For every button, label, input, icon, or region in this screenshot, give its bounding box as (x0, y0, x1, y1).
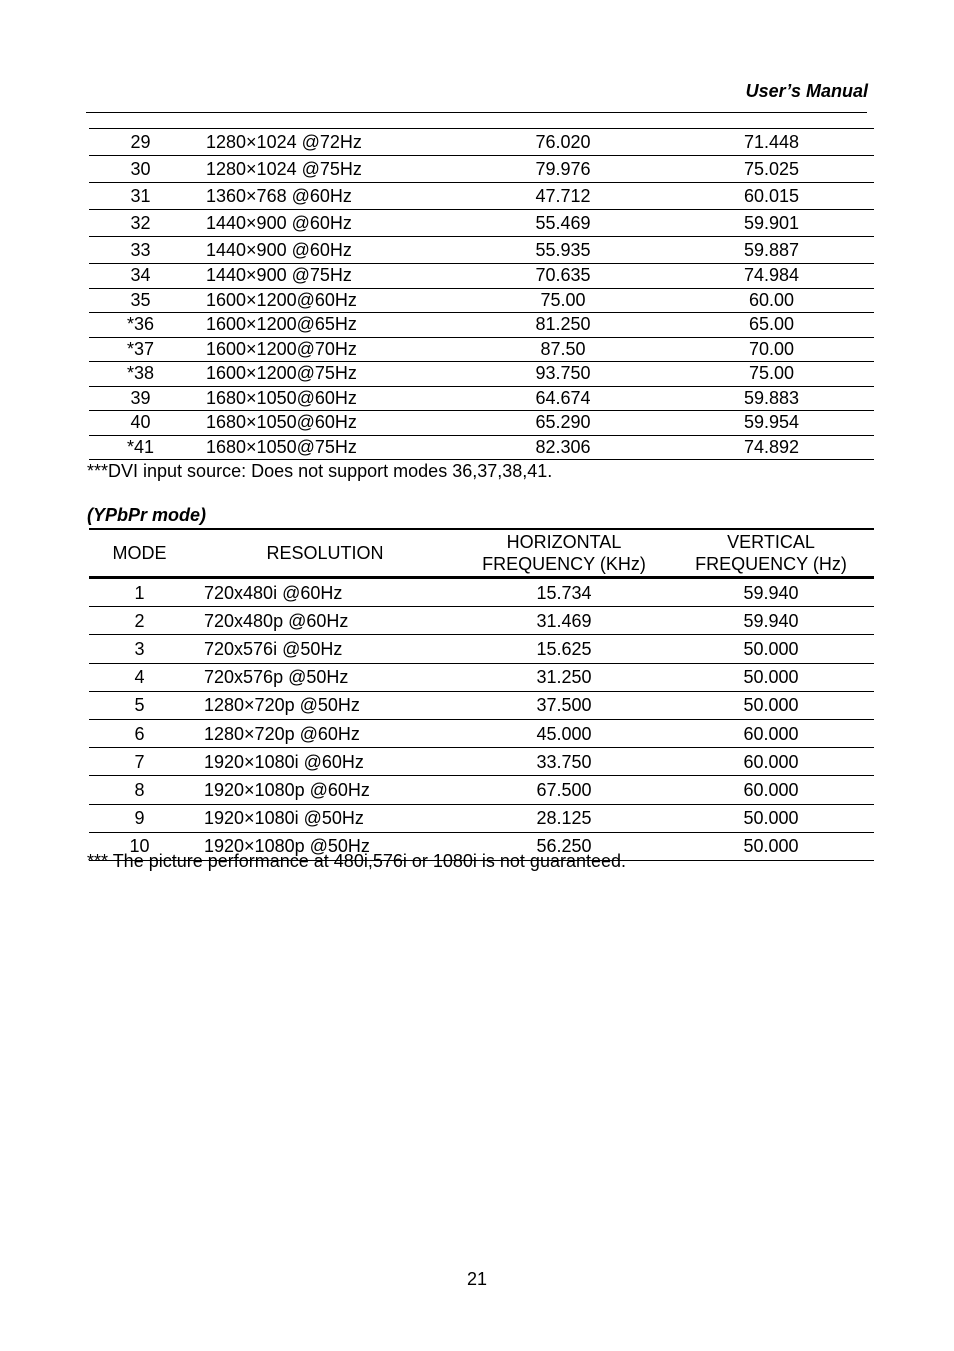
cell-vertical-frequency: 59.887 (743, 239, 800, 260)
table-row (89, 129, 874, 156)
cell-horizontal-frequency: 31.469 (536, 610, 592, 631)
cell-horizontal-frequency: 75.00 (540, 289, 586, 310)
cell-mode: 9 (134, 808, 145, 829)
cell-resolution: 1280×1024 @72Hz (206, 131, 362, 152)
cell-horizontal-frequency: 93.750 (535, 363, 591, 384)
cell-mode: 33 (130, 239, 151, 260)
cell-mode: 40 (130, 412, 151, 433)
cell-vertical-frequency: 50.000 (743, 695, 799, 716)
cell-horizontal-frequency: 31.250 (536, 667, 592, 688)
cell-mode: 5 (134, 695, 145, 716)
timing-mode-rows (89, 129, 874, 460)
cell-vertical-frequency: 74.984 (743, 265, 800, 286)
cell-horizontal-frequency: 28.125 (536, 808, 592, 829)
header-divider (86, 112, 867, 113)
cell-horizontal-frequency: 15.734 (536, 582, 592, 603)
cell-mode: 2 (134, 610, 145, 631)
header-mode: MODE (112, 543, 167, 563)
page-header-title: User’s Manual (745, 81, 868, 101)
header-vertical-line1: VERTICAL (727, 532, 815, 552)
cell-horizontal-frequency: 67.500 (536, 779, 592, 800)
cell-mode: 3 (134, 638, 145, 659)
table-row (89, 210, 874, 237)
cell-horizontal-frequency: 33.750 (536, 751, 592, 772)
cell-resolution: 1280×720p @60Hz (204, 723, 360, 744)
cell-vertical-frequency: 65.00 (748, 314, 795, 335)
table-row (89, 635, 874, 663)
cell-horizontal-frequency: 47.712 (535, 185, 591, 206)
cell-vertical-frequency: 50.000 (743, 836, 799, 857)
cell-vertical-frequency: 60.015 (743, 185, 800, 206)
cell-resolution: 1440×900 @60Hz (206, 239, 352, 260)
cell-horizontal-frequency: 81.250 (535, 314, 591, 335)
cell-horizontal-frequency: 76.020 (535, 131, 591, 152)
cell-resolution: 1440×900 @60Hz (206, 212, 352, 233)
table-row (89, 663, 874, 691)
cell-mode: 29 (130, 131, 151, 152)
cell-vertical-frequency: 75.00 (748, 363, 795, 384)
cell-horizontal-frequency: 37.500 (536, 695, 592, 716)
cell-vertical-frequency: 50.000 (743, 638, 799, 659)
table-row (89, 776, 874, 804)
cell-resolution: 720x480i @60Hz (204, 582, 343, 603)
table-row (89, 411, 874, 436)
table-row (89, 386, 874, 411)
table-row (89, 804, 874, 832)
cell-resolution: 1360×768 @60Hz (206, 185, 352, 206)
dvi-footnote: ***DVI input source: Does not support modes 36,37,38,41. (87, 461, 553, 481)
cell-vertical-frequency: 59.940 (743, 610, 799, 631)
cell-resolution: 1680×1050@60Hz (206, 387, 357, 408)
cell-vertical-frequency: 59.940 (743, 582, 799, 603)
cell-vertical-frequency: 60.00 (748, 289, 795, 310)
cell-vertical-frequency: 70.00 (748, 338, 795, 359)
table-row (89, 183, 874, 210)
table-row (89, 237, 874, 264)
cell-mode: 7 (134, 751, 145, 772)
cell-resolution: 1680×1050@60Hz (206, 412, 357, 433)
cell-mode: *38 (126, 363, 155, 384)
cell-mode: 6 (134, 723, 145, 744)
cell-resolution: 1680×1050@75Hz (206, 436, 357, 457)
cell-vertical-frequency: 50.000 (743, 808, 799, 829)
cell-mode: 39 (130, 387, 151, 408)
cell-horizontal-frequency: 55.935 (535, 239, 591, 260)
cell-mode: *36 (126, 314, 155, 335)
cell-horizontal-frequency: 55.469 (535, 212, 591, 233)
table-row (89, 719, 874, 747)
cell-resolution: 720x576i @50Hz (204, 638, 343, 659)
cell-resolution: 1920×1080p @60Hz (204, 779, 370, 800)
cell-mode: 32 (130, 212, 151, 233)
header-resolution: RESOLUTION (266, 543, 384, 563)
cell-resolution: 1600×1200@75Hz (206, 363, 357, 384)
interlace-footnote: *** The picture performance at 480i,576i or 1080i is not guaranteed. (87, 851, 627, 871)
cell-resolution: 1920×1080i @50Hz (204, 808, 364, 829)
table-row (89, 748, 874, 776)
cell-vertical-frequency: 71.448 (743, 131, 800, 152)
cell-mode: 34 (130, 265, 151, 286)
cell-resolution: 1600×1200@60Hz (206, 289, 357, 310)
cell-resolution: 1920×1080i @60Hz (204, 751, 364, 772)
cell-mode: 35 (130, 289, 151, 310)
header-horizontal-frequency (460, 529, 668, 578)
cell-horizontal-frequency: 64.674 (535, 387, 591, 408)
cell-mode: 8 (134, 779, 145, 800)
table-row (89, 607, 874, 635)
cell-vertical-frequency: 60.000 (743, 779, 799, 800)
cell-resolution: 720x480p @60Hz (204, 610, 349, 631)
cell-vertical-frequency: 50.000 (743, 667, 799, 688)
cell-mode: 4 (134, 667, 145, 688)
cell-horizontal-frequency: 79.976 (535, 158, 591, 179)
cell-horizontal-frequency: 15.625 (536, 638, 592, 659)
cell-vertical-frequency: 59.901 (743, 212, 800, 233)
cell-resolution: 1600×1200@70Hz (206, 338, 357, 359)
cell-vertical-frequency: 60.000 (743, 751, 799, 772)
cell-horizontal-frequency: 56.250 (536, 836, 592, 857)
cell-resolution: 720x576p @50Hz (204, 667, 349, 688)
header-horizontal-line1: HORIZONTAL (506, 532, 622, 552)
ypbpr-header-row (89, 529, 874, 578)
cell-mode: 10 (129, 836, 150, 857)
cell-mode: *41 (126, 436, 155, 457)
ypbpr-mode-table (89, 528, 874, 861)
cell-horizontal-frequency: 45.000 (536, 723, 592, 744)
cell-mode: *37 (126, 338, 155, 359)
table-row (89, 313, 874, 338)
table-row (89, 578, 874, 607)
table-row (89, 691, 874, 719)
header-horizontal-line2: FREQUENCY (KHz) (482, 554, 646, 574)
cell-resolution: 1440×900 @75Hz (206, 265, 352, 286)
cell-resolution: 1600×1200@65Hz (206, 314, 357, 335)
cell-horizontal-frequency: 70.635 (535, 265, 591, 286)
cell-vertical-frequency: 75.025 (743, 158, 800, 179)
timing-mode-table-continued (89, 128, 874, 460)
header-vertical-frequency (668, 529, 874, 578)
cell-mode: 31 (130, 185, 151, 206)
ypbpr-mode-rows (89, 578, 874, 861)
table-row (89, 337, 874, 362)
cell-vertical-frequency: 59.883 (743, 387, 800, 408)
cell-vertical-frequency: 59.954 (743, 412, 800, 433)
table-row (89, 264, 874, 289)
cell-mode: 1 (134, 582, 145, 603)
table-row (89, 362, 874, 387)
cell-resolution: 1920×1080p @50Hz (204, 836, 370, 857)
table-row (89, 435, 874, 460)
cell-mode: 30 (130, 158, 151, 179)
cell-vertical-frequency: 60.000 (743, 723, 799, 744)
table-row (89, 156, 874, 183)
table-row (89, 288, 874, 313)
cell-horizontal-frequency: 65.290 (535, 412, 591, 433)
cell-resolution: 1280×720p @50Hz (204, 695, 360, 716)
page-number: 21 (466, 1269, 488, 1289)
cell-resolution: 1280×1024 @75Hz (206, 158, 362, 179)
cell-horizontal-frequency: 87.50 (540, 338, 586, 359)
cell-horizontal-frequency: 82.306 (535, 436, 591, 457)
header-vertical-line2: FREQUENCY (Hz) (695, 554, 847, 574)
cell-vertical-frequency: 74.892 (743, 436, 800, 457)
ypbpr-section-title: (YPbPr mode) (87, 505, 207, 525)
